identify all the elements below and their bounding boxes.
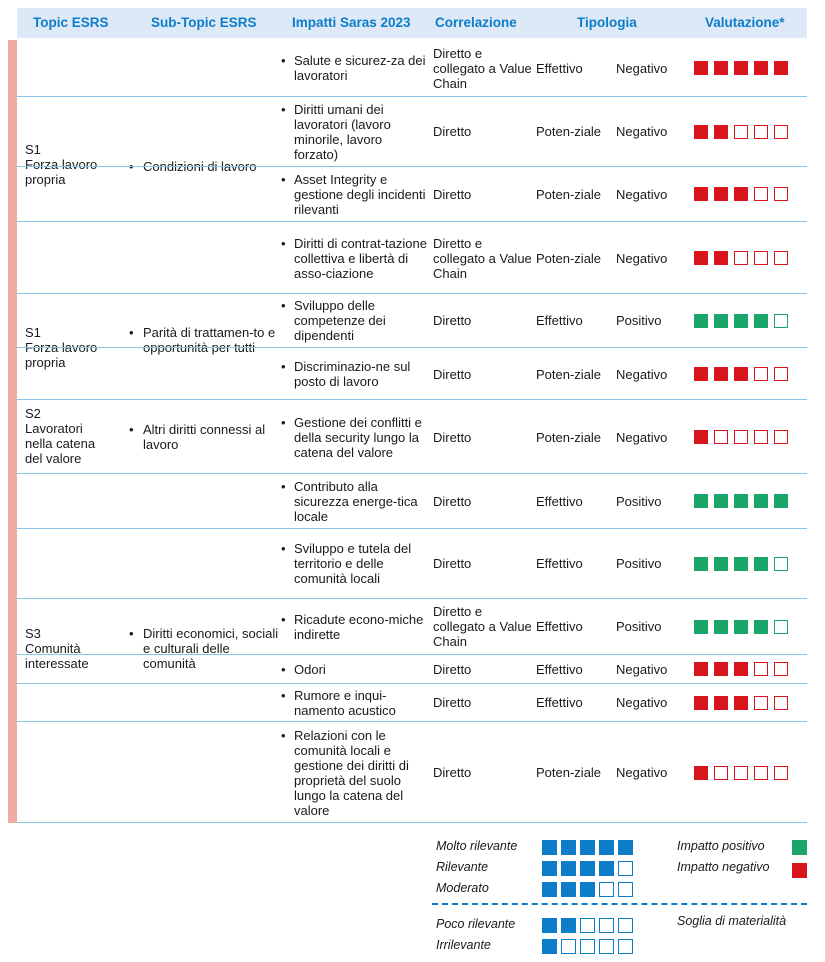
rating-square-filled (714, 314, 728, 328)
table-row (17, 721, 807, 823)
rating-cell (694, 722, 804, 823)
type-polarity-cell: Positivo (616, 619, 662, 634)
rating-square-empty (754, 125, 768, 139)
table-row (17, 40, 807, 96)
type-occurrence-cell: Poten-ziale (536, 250, 602, 266)
rating-square-empty (754, 662, 768, 676)
correlation-cell: Diretto (433, 429, 472, 445)
rating-square-filled (714, 696, 728, 710)
type-polarity-cell: Negativo (616, 250, 668, 266)
legend-positive-label: Impatto positivo (677, 839, 765, 853)
bullet: • (281, 101, 286, 117)
rating-cell (694, 294, 804, 347)
legend-square-filled (561, 840, 576, 855)
rating-square-empty (734, 125, 748, 139)
rating-square-filled (754, 557, 768, 571)
rating-square-filled (734, 61, 748, 75)
rating-square-filled (714, 557, 728, 571)
rating-square-filled (734, 662, 748, 676)
rating-square-empty (734, 251, 748, 265)
legend-negative-label: Impatto negativo (677, 860, 770, 874)
bullet: • (129, 325, 134, 340)
rating-square-filled (694, 251, 708, 265)
correlation-cell: Diretto (433, 765, 472, 780)
type-polarity-cell: Negativo (616, 695, 668, 710)
table-row (17, 528, 807, 598)
correlation-cell: Diretto e collegato a Value Chain (433, 235, 532, 281)
table-row (17, 654, 807, 683)
table-row (17, 96, 807, 166)
impact-text: Odori (294, 661, 326, 677)
rating-square-filled (734, 620, 748, 634)
table-row (17, 400, 807, 474)
table-row (17, 221, 807, 294)
correlation-cell: Diretto (433, 493, 472, 509)
rating-square-filled (734, 696, 748, 710)
bullet: • (281, 727, 286, 743)
topic-label: S1 Forza lavoro propria (25, 142, 98, 187)
rating-cell (694, 529, 804, 598)
rating-square-empty (734, 430, 748, 444)
type-occurrence-cell: Effettivo (536, 661, 583, 677)
legend-squares (542, 939, 637, 957)
legend-squares (542, 861, 637, 879)
type-polarity-cell: Negativo (616, 429, 668, 445)
legend-positive-swatch (792, 840, 807, 855)
impact-cell (279, 348, 429, 400)
legend-scale-label: Molto rilevante (436, 839, 518, 853)
bullet: • (129, 626, 134, 641)
impact-text: Sviluppo delle competenze dei dipendenti (294, 298, 386, 343)
legend-square-empty (599, 939, 614, 954)
header-impatti: Impatti Saras 2023 (292, 15, 411, 30)
rating-square-empty (714, 766, 728, 780)
rating-cell (694, 40, 804, 96)
rating-cell (694, 222, 804, 294)
rating-cell (694, 684, 804, 721)
type-occurrence-cell: Poten-ziale (536, 124, 602, 139)
impact-cell (279, 684, 429, 721)
rating-square-filled (694, 557, 708, 571)
legend-square-empty (580, 939, 595, 954)
rating-square-filled (694, 367, 708, 381)
rating-square-filled (734, 187, 748, 201)
correlation-cell: Diretto (433, 186, 472, 202)
impact-text: Rumore e inqui-namento acustico (294, 687, 396, 718)
table-row (17, 474, 807, 528)
legend-squares (542, 918, 637, 936)
rating-square-empty (774, 662, 788, 676)
rating-square-filled (694, 766, 708, 780)
legend-square-filled (542, 939, 557, 954)
type-polarity-cell: Negativo (616, 186, 668, 202)
type-polarity-cell: Negativo (616, 765, 668, 780)
correlation-cell: Diretto (433, 556, 472, 571)
bullet: • (281, 414, 286, 430)
rating-square-empty (754, 367, 768, 381)
rating-square-empty (754, 696, 768, 710)
correlation-cell: Diretto (433, 313, 472, 328)
legend-scale-label: Moderato (436, 881, 489, 895)
impact-cell (279, 97, 429, 166)
rating-square-filled (694, 187, 708, 201)
rating-square-empty (714, 430, 728, 444)
type-occurrence-cell: Poten-ziale (536, 186, 602, 202)
rating-square-filled (714, 251, 728, 265)
subtopic-text: Parità di trattamen-to e opportunità per tutti (143, 325, 276, 355)
rating-square-filled (754, 620, 768, 634)
rating-square-filled (714, 494, 728, 508)
correlation-cell: Diretto e collegato a Value Chain (433, 45, 532, 91)
rating-square-empty (774, 187, 788, 201)
type-occurrence-cell: Effettivo (536, 556, 583, 571)
legend-threshold-label: Soglia di materialità (677, 914, 787, 928)
impact-text: Gestione dei conflitti e della security lungo la catena del valore (294, 414, 422, 460)
rating-square-filled (754, 61, 768, 75)
legend-square-filled (561, 882, 576, 897)
impact-text: Ricadute econo-miche indirette (294, 611, 424, 642)
impact-text: Relazioni con le comunità locali e gestione dei diritti di proprietà del suolo lungo la catena del valore (294, 727, 409, 818)
type-occurrence-cell: Poten-ziale (536, 765, 602, 780)
impact-cell (279, 222, 429, 294)
impact-text: Asset Integrity e gestione degli incidenti rilevanti (294, 171, 426, 217)
legend-square-filled (580, 840, 595, 855)
rating-square-empty (754, 187, 768, 201)
rating-square-filled (694, 662, 708, 676)
correlation-cell: Diretto (433, 661, 472, 677)
header-tipologia: Tipologia (577, 15, 637, 30)
impact-cell (279, 655, 429, 683)
legend-scale-label: Irrilevante (436, 938, 491, 952)
rating-square-filled (714, 367, 728, 381)
bullet: • (281, 541, 286, 556)
impact-text: Sviluppo e tutela del territorio e delle comunità locali (294, 541, 412, 586)
rating-square-filled (714, 620, 728, 634)
legend-scale-label: Rilevante (436, 860, 489, 874)
type-occurrence-cell: Effettivo (536, 60, 583, 76)
rating-cell (694, 400, 804, 474)
rating-cell (694, 474, 804, 528)
legend-square-filled (580, 882, 595, 897)
rating-square-filled (734, 314, 748, 328)
legend-square-filled (599, 861, 614, 876)
table-row (17, 294, 807, 347)
rating-cell (694, 599, 804, 654)
rating-square-filled (754, 494, 768, 508)
rating-square-empty (774, 430, 788, 444)
type-polarity-cell: Negativo (616, 661, 668, 677)
impact-cell (279, 599, 429, 654)
bullet: • (281, 359, 286, 374)
rating-square-empty (774, 314, 788, 328)
rating-square-empty (754, 766, 768, 780)
legend-square-filled (542, 861, 557, 876)
impact-cell (279, 294, 429, 347)
header-valutazione: Valutazione* (705, 15, 785, 30)
bullet: • (281, 611, 286, 627)
impact-cell (279, 167, 429, 221)
header-subtopic: Sub-Topic ESRS (151, 15, 257, 30)
legend-square-empty (561, 939, 576, 954)
correlation-cell: Diretto (433, 366, 472, 382)
impact-text: Salute e sicurez-za dei lavoratori (294, 53, 426, 83)
table-row (17, 683, 807, 721)
bullet: • (281, 53, 286, 68)
impact-text: Diritti umani dei lavoratori (lavoro minorile, lavoro forzato) (294, 101, 391, 162)
bullet: • (281, 687, 286, 703)
legend-square-filled (542, 918, 557, 933)
legend-square-empty (599, 918, 614, 933)
bullet: • (281, 478, 286, 494)
rating-square-empty (774, 125, 788, 139)
legend-square-filled (542, 840, 557, 855)
type-polarity-cell: Negativo (616, 124, 668, 139)
subtopic-text: Condizioni di lavoro (143, 159, 257, 174)
rating-square-filled (694, 494, 708, 508)
rating-square-filled (734, 367, 748, 381)
type-occurrence-cell: Effettivo (536, 493, 583, 509)
type-occurrence-cell: Effettivo (536, 313, 583, 328)
table-row (17, 598, 807, 654)
rating-square-empty (774, 620, 788, 634)
materiality-threshold-line (432, 903, 807, 905)
type-occurrence-cell: Effettivo (536, 619, 583, 634)
bullet: • (129, 159, 134, 174)
impact-cell (279, 722, 429, 823)
correlation-cell: Diretto (433, 124, 472, 139)
legend-square-filled (561, 918, 576, 933)
impact-text: Diritti di contrat-tazione collettiva e libertà di asso-ciazione (294, 235, 427, 281)
type-polarity-cell: Positivo (616, 556, 662, 571)
topic-label: S3 Comunità interessate (25, 626, 89, 671)
rating-cell (694, 348, 804, 400)
impact-cell (279, 40, 429, 96)
rating-square-filled (774, 494, 788, 508)
impact-cell (279, 529, 429, 598)
bullet: • (281, 235, 286, 251)
topic-label: S1 Forza lavoro propria (25, 325, 98, 370)
rating-square-filled (694, 314, 708, 328)
legend-square-filled (618, 840, 633, 855)
header-correlazione: Correlazione (435, 15, 517, 30)
rating-square-empty (774, 766, 788, 780)
rating-square-filled (754, 314, 768, 328)
legend-square-empty (618, 861, 633, 876)
rating-cell (694, 167, 804, 221)
type-occurrence-cell: Effettivo (536, 695, 583, 710)
impact-cell (279, 474, 429, 528)
impact-cell (279, 400, 429, 474)
legend-scale-label: Poco rilevante (436, 917, 516, 931)
rating-square-filled (774, 61, 788, 75)
legend-square-empty (618, 939, 633, 954)
rating-square-filled (734, 557, 748, 571)
bullet: • (281, 661, 286, 677)
table-row (17, 347, 807, 400)
impact-text: Contributo alla sicurezza energe-tica locale (294, 478, 418, 524)
rating-square-empty (774, 557, 788, 571)
legend-square-empty (618, 918, 633, 933)
rating-cell (694, 97, 804, 166)
rating-square-filled (694, 430, 708, 444)
type-polarity-cell: Positivo (616, 313, 662, 328)
rating-square-filled (694, 620, 708, 634)
rating-square-empty (734, 766, 748, 780)
type-polarity-cell: Negativo (616, 366, 668, 382)
rating-square-filled (734, 494, 748, 508)
bullet: • (281, 298, 286, 313)
legend-square-empty (599, 882, 614, 897)
rating-square-filled (714, 61, 728, 75)
type-occurrence-cell: Poten-ziale (536, 366, 602, 382)
topic-label: S2 Lavoratori nella catena del valore (25, 406, 96, 466)
bullet: • (281, 171, 286, 187)
impact-text: Discriminazio-ne sul posto di lavoro (294, 359, 411, 389)
legend-square-filled (561, 861, 576, 876)
rating-square-filled (694, 696, 708, 710)
type-occurrence-cell: Poten-ziale (536, 429, 602, 445)
legend-square-empty (580, 918, 595, 933)
bullet: • (129, 422, 134, 437)
legend-square-empty (618, 882, 633, 897)
legend-square-filled (599, 840, 614, 855)
subtopic-text: Altri diritti connessi al lavoro (143, 422, 266, 452)
correlation-cell: Diretto (433, 695, 472, 710)
rating-cell (694, 655, 804, 683)
header-topic: Topic ESRS (33, 15, 109, 30)
social-section-bar (8, 40, 17, 823)
rating-square-filled (694, 125, 708, 139)
rating-square-filled (714, 187, 728, 201)
legend-negative-swatch (792, 863, 807, 878)
rating-square-filled (694, 61, 708, 75)
rating-square-empty (754, 430, 768, 444)
rating-square-empty (754, 251, 768, 265)
legend-squares (542, 882, 637, 900)
type-polarity-cell: Positivo (616, 493, 662, 509)
rating-square-filled (714, 662, 728, 676)
rating-square-empty (774, 251, 788, 265)
legend-square-filled (542, 882, 557, 897)
subtopic-text: Diritti economici, sociali e culturali delle comunità (143, 626, 279, 671)
table-header (17, 8, 807, 38)
rating-square-filled (714, 125, 728, 139)
type-polarity-cell: Negativo (616, 60, 668, 76)
legend-squares (542, 840, 637, 858)
rating-square-empty (774, 367, 788, 381)
legend-square-filled (580, 861, 595, 876)
table-row (17, 166, 807, 221)
correlation-cell: Diretto e collegato a Value Chain (433, 604, 532, 649)
rating-square-empty (774, 696, 788, 710)
